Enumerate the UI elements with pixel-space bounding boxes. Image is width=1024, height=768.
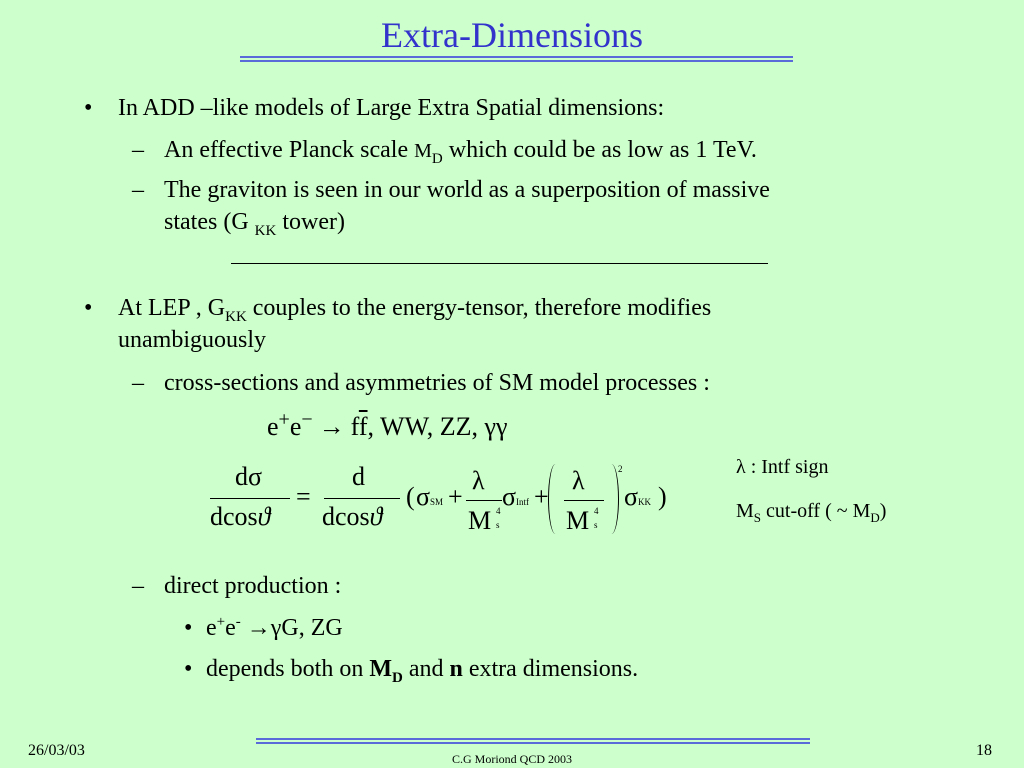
dash-mark: – — [132, 370, 144, 396]
section-divider — [231, 263, 768, 264]
dash-mark: – — [132, 137, 144, 163]
slide-number: 18 — [976, 742, 992, 759]
item-text: e+e- →γG, ZG — [206, 614, 343, 641]
sub-text: An effective Planck scale $M_D$ which could be as low as 1 TeV. — [164, 137, 757, 167]
ms-note: $M_S$ cut-off ( ~ $M_D$) — [736, 500, 887, 525]
bullet-mark: • — [84, 95, 93, 121]
slide-title: Extra-Dimensions — [381, 15, 643, 55]
title-underline — [240, 56, 793, 64]
sub-text: direct production : — [164, 573, 342, 599]
item-text: depends both on $M_D$ and n extra dimensions. — [206, 656, 639, 686]
sub-text: cross-sections and asymmetries of SM model processes : — [164, 370, 710, 396]
process-equation: $e^+e^- \to f\overline{f}$, WW, ZZ, γγ — [267, 408, 508, 441]
bullet-text: In ADD –like models of Large Extra Spatial dimensions: — [118, 95, 665, 121]
dash-mark: – — [132, 177, 144, 203]
footer-title: C.G Moriond QCD 2003 — [451, 752, 572, 766]
lambda-note: λ : Intf sign — [736, 456, 829, 478]
bullet-text: At LEP , $G_{KK}$ couples to the energy-tensor, therefore modifies unambiguously — [118, 295, 712, 353]
footer-rule — [256, 738, 810, 746]
cross-section-formula: dσ dcosϑ = d dcosϑ ( σSM + λ M 4 s σIntf + λ M 4 s 2 σKK ) — [210, 462, 667, 535]
footer-date: 26/03/03 — [28, 742, 85, 759]
dash-mark: – — [132, 573, 144, 599]
bullet-mark: • — [184, 615, 193, 641]
bullet-mark: • — [184, 656, 193, 682]
sub-text: The graviton is seen in our world as a superposition of massive states (G $_{KK}$ tower) — [164, 177, 770, 239]
bullet-mark: • — [84, 295, 93, 321]
